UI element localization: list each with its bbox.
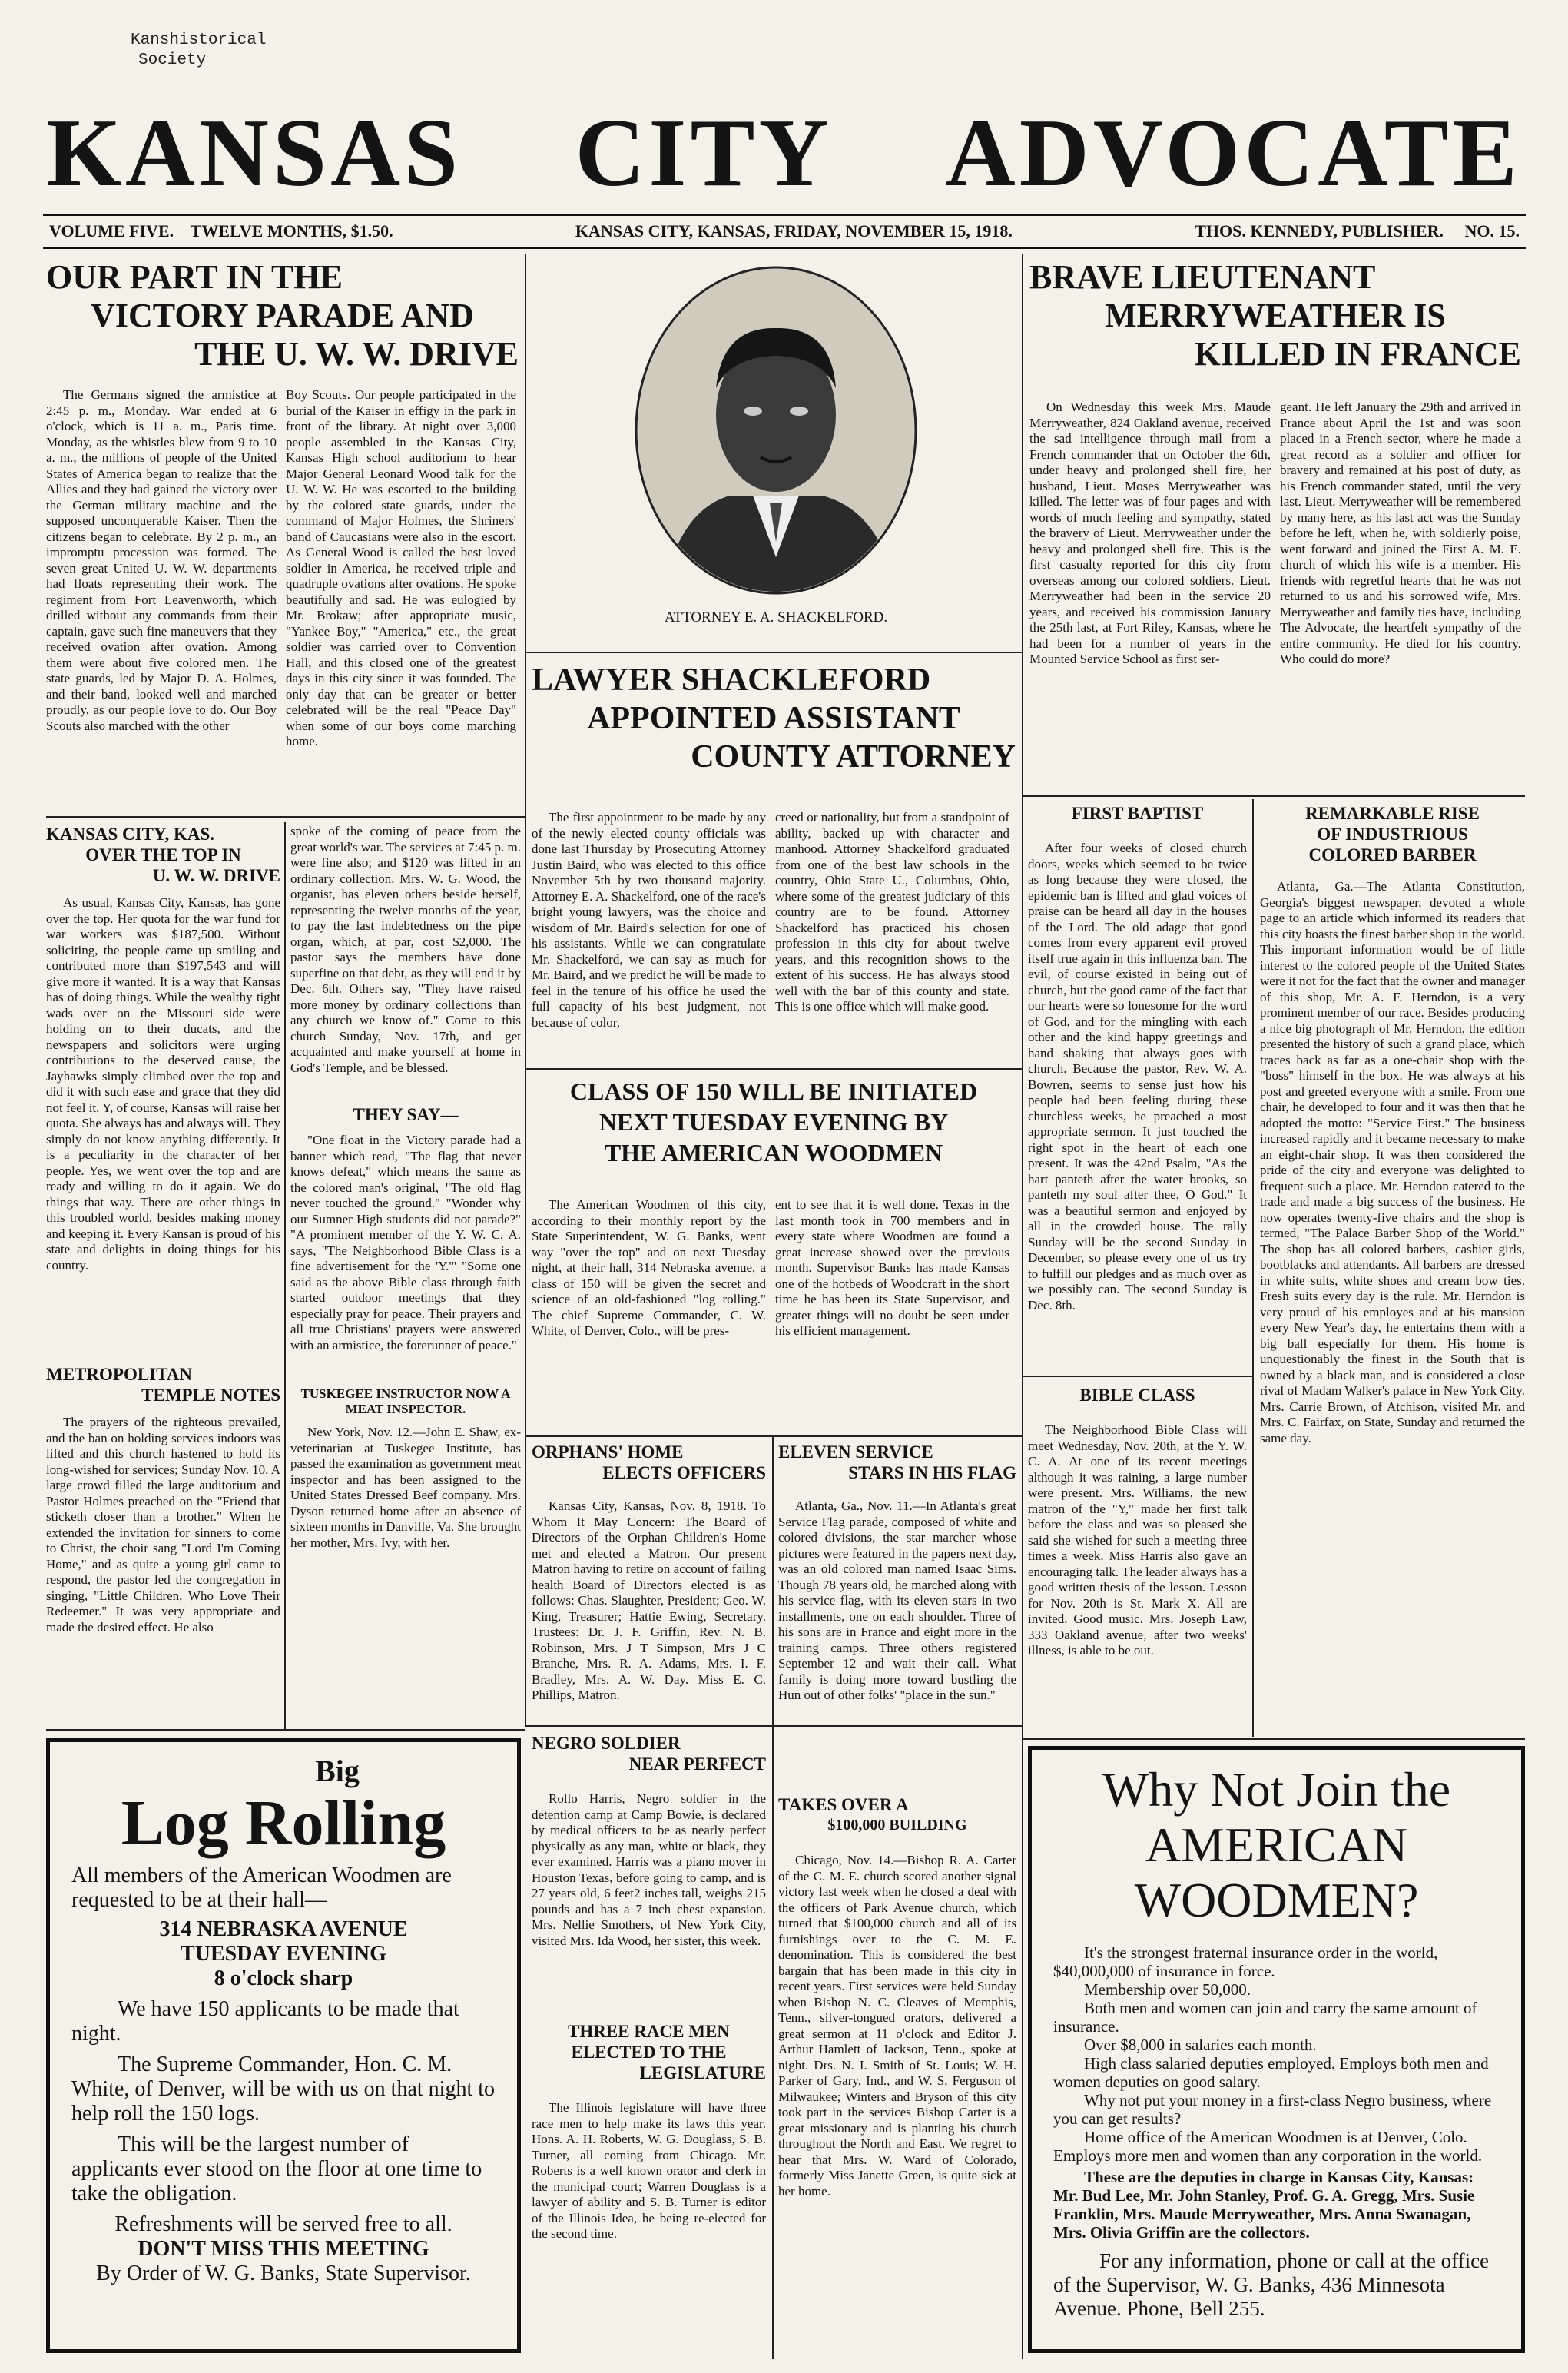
subscription-price: TWELVE MONTHS, $1.50. <box>190 221 393 241</box>
column-rule <box>284 822 286 1729</box>
article-body: The Germans signed the armistice at 2:45 p. m., Monday. War ended at 6 o'clock, which is 11 a. m., Paris time. Monday, as the whistles blew from 9 to 10 a. m., the millions of people of the United States of America began to realize that the Allies and they had gained the victory over the German military machine and the supposed unconquerable Kaiser. Then the citizens began to celebrate. By 2 p. m., an impromptu procession was formed. The seven great United U. W. W. departments had floats representing their work. The regiment from Fort Leavenworth, which drilled without any commands from their captain, gave such fine maneuvers that they received ovation after ovation. Among them were about five colored men. The state guards, led by Major D. A. Holmes, and their band, looked well and marched proudly, as our people love to do. Our Boy Scouts also marched with the other <box>46 387 277 733</box>
shackleford-article <box>532 661 1016 1044</box>
volume: VOLUME FIVE. <box>49 221 174 241</box>
historical-society-stamp <box>131 31 330 71</box>
publisher: THOS. KENNEDY, PUBLISHER. <box>1195 221 1444 241</box>
article-headline: THEY SAY— <box>353 1105 459 1124</box>
ad-headline: Why Not Join the AMERICAN WOODMEN? <box>1102 1762 1451 1927</box>
ad-title: Log Rolling <box>121 1787 446 1859</box>
article-headline: METROPOLITAN TEMPLE NOTES <box>46 1365 280 1405</box>
article-body: Rollo Harris, Negro soldier in the detention camp at Camp Bowie, is declared by medical officers to be as nearly perfect physically as any man, white or black, they ever examined. Harris was a piano mover in Houston Texas, before going to camp, and is 27 years old, 6 feet2 inches tall, weighs 215 pounds and has a 7 inch chest expansion. Mrs. Nellie Smothers, of New York City, visited Mrs. Ida Wood, her sister, this week. <box>532 1791 766 1948</box>
article-body: geant. He left January the 29th and arrived in France about April the 1st and was soon placed in a French sector, where he made a great record as a soldier and officer for bravery and remained at his post of duty, as his French commander stated, until the very last. Lieut. Merryweather will be remembered by many here, as his last act was the Sunday before he left, when he, with soldierly poise, went forward and joined the First A. M. E. church of which his wife is a member. His friends with regretful hearts that he was not returned to us and his sorrowed wife, Mrs. Merryweather and family ties have, including The Advocate, the heartfelt sympathy of the entire community. He died for his country. Who could do more? <box>1280 400 1521 666</box>
ad-line: Membership over 50,000. <box>1084 1980 1251 1999</box>
article-headline: KANSAS CITY, KAS. OVER THE TOP IN U. W. W. DRIVE <box>46 825 280 885</box>
article-headline: BIBLE CLASS <box>1079 1386 1195 1405</box>
article-headline: THREE RACE MEN ELECTED TO THE LEGISLATURE <box>568 2022 766 2083</box>
victory-parade-article <box>46 258 519 798</box>
article-body: The American Woodmen of this city, according to their monthly report by the State Superintendent, W. G. Banks, went way "over the top" and on next Tuesday night, at their hall, 314 Nebraska avenue, a class of 150 will be given the secret and science of an old-fashioned "log rolling." The chief Supreme Commander, C. W. White, of Denver, Colo., will be pres- <box>532 1197 766 1338</box>
ad-line: Both men and women can join and carry the same amount of insurance. <box>1053 1999 1477 2036</box>
article-body: creed or nationality, but from a standpoint of ability, backed up with character and manhood. Attorney Shackelford graduated from one of the best law schools in the country, Ohio State U., Columbus, Ohio, where some of the greatest judiciary of this country are to be found. Attorney Shackelford has practiced his chosen profession in this city for about twelve years, and this recognition shows to the extent of his success. He has always stood well with the bar of this county and state. This is one office which will make good. <box>775 810 1009 1014</box>
article-body: Boy Scouts. Our people participated in the burial of the Kaiser in effigy in the park in front of the library. At night over 3,000 people assembled in the Kansas City, Kansas High school auditorium to hear Major General Leonard Wood talk for the U. W. W. He was escorted to the building by the colored state guards, under the command of Major Holmes, the Shriners' band of Caucasians were also in the escort. As General Wood is called the best loved soldier in America, he received triple and quadruple ovations after ovations. He spoke beautifully and sad. He was eulogied by Mr. Brokaw; after appropriate music, "Yankee Boy," "America," etc., the great soldier was carried over to Convention Hall, and this closed one of the greatest days in this city since it was founded. The only day that can be greater or better celebrated will be the real "Peace Day" when some of our boys come marching home. <box>286 387 516 748</box>
article-body: "One float in the Victory parade had a banner which read, "The flag that never knows defeat," which means the same as the colored man's original, "The old flag never touched the ground." "Wonder why our Sumner High students did not parade?" "A prominent member of the Y. W. C. A. says, "The Neighborhood Bible Class is a fine advertisement for the 'Y.'" "Some one said as the above Bible class through faith started outdoor meetings that they especially pray for peace. Their prayers and all true Christians' prayers were answered with an armistice, the forerunner of peace." <box>290 1133 521 1352</box>
ad-text: The Supreme Commander, Hon. C. M. White, of Denver, will be with us on that night to help roll the 150 logs. <box>71 2053 496 2126</box>
section-rule <box>1022 795 1525 797</box>
issue-number: NO. 15. <box>1464 221 1520 241</box>
stamp-line: Kanshistorical <box>131 32 267 49</box>
article-body: The Illinois legislature will have three race men to help make its laws this year. Hons. A. H. Roberts, W. G. Douglass, S. B. Turner, all coming from Chicago. Mr. Roberts is a well known orator and clerk in the municipal court; Warren Douglass is a lawyer of ability and S. B. Turner is editor of the Illinois Idea, he being re-elected for the second time. <box>532 2100 766 2241</box>
bible-class-article <box>1028 1382 1247 1730</box>
article-headline: NEGRO SOLDIER NEAR PERFECT <box>532 1734 766 1774</box>
ad-order: By Order of W. G. Banks, State Supervisor. <box>96 2262 471 2285</box>
section-rule <box>525 1435 1022 1437</box>
article-headline: LAWYER SHACKLEFORD APPOINTED ASSISTANT COUNTY ATTORNEY <box>532 662 1016 775</box>
ad-line: Over $8,000 in salaries each month. <box>1084 2036 1317 2054</box>
article-headline: TUSKEGEE INSTRUCTOR NOW A MEAT INSPECTOR. <box>300 1386 511 1416</box>
article-headline: FIRST BAPTIST <box>1071 804 1204 823</box>
ad-miss: DON'T MISS THIS MEETING <box>138 2237 429 2261</box>
portrait-image <box>630 265 922 603</box>
stamp-line: Society <box>138 51 207 69</box>
article-body: New York, Nov. 12.—John E. Shaw, ex-veterinarian at Tuskegee Institute, has passed the examination as government meat inspector and has been assigned to the United States Dressed Beef company. Mrs. Dyson returned home after an absence of sixteen months in Danville, Va. She brought her mother, Mrs. Ivy, with her. <box>290 1425 521 1550</box>
ad-text: Refreshments will be served free to all. <box>114 2212 452 2236</box>
article-body: The Neighborhood Bible Class will meet Wednesday, Nov. 20th, at the Y. W. C. A. At one of its recent meetings although it was raining, a large number were present. Mrs. Williams, the new matron of the "Y," made her first talk before the class and was so pleased she said she wished for such a meeting three times a week. Miss Harris also gave an encouraging talk. The leader always has a good written thesis of the lesson. Lesson for Nov. 20th is St. Mark X. All are invited. Good music. Mrs. Joseph Law, 333 Oakland avenue, after two weeks' illness, is able to be out. <box>1028 1422 1247 1658</box>
article-headline: OUR PART IN THE VICTORY PARADE AND THE U. W. W. DRIVE <box>46 258 519 373</box>
section-rule <box>1022 1376 1252 1377</box>
takes-over-article <box>778 1794 1016 2360</box>
ad-address: 314 NEBRASKA AVENUE <box>159 1917 408 1941</box>
article-body: The prayers of the righteous prevailed, and the ban on holding services indoors was lifted and this church hastened to hold its long-wished for services; Sunday Nov. 10. A large crowd filled the large auditorium and Pastor Holmes preached on the "Friend that sticketh closer than a brother." When he extended the invitation for sinners to come to Christ, the choir sang "Lord I'm Coming Home," and as quite a young girl came to respond, the pastor led the congregation in singing, "Little Children, Who Love Their Redeemer." It was very appropriate and made the desired effect. He also <box>46 1415 280 1635</box>
article-body: The first appointment to be made by any of the newly elected county officials was done last Thursday by Prosecuting Attorney Justin Baird, who was elected to this office November 5th by two thousand majority. Attorney E. A. Shackelford, one of the race's bright young lawyers, was the choice and wisdom of Mr. Baird's selection for one of his assistants. While we can congratulate Mr. Shackelford, we can say as much for Mr. Baird, and we predict he will be made to feel in the tenure of his office he used the full capacity of his best judgment, not because of color, <box>532 810 766 1030</box>
section-rule <box>46 816 525 818</box>
article-body: Kansas City, Kansas, Nov. 8, 1918. To Whom It May Concern: The Board of Directors of the Orphan Children's Home met and elected a Matron. Our present Matron having to retire on account of failing health Board of Directors elected is as follows: Chas. Slaughter, President; Geo. W. King, Treasurer; Hattie Ewing, Secretary. Trustees: Dr. J. F. Griffin, Rev. N. B. Robinson, Mrs. J T Simpson, Mrs J C Branche, Mrs. R. A. Adams, Mrs. I. F. Bradley, Mrs. A. W. Day. Miss E. C. Phillips, Matron. <box>532 1498 766 1702</box>
ad-closing: For any information, phone or call at the office of the Supervisor, W. G. Banks, 436 Minnesota Avenue. Phone, Bell 255. <box>1053 2249 1490 2320</box>
log-rolling-ad <box>46 1738 521 2353</box>
masthead <box>46 100 1521 207</box>
ad-line: Why not put your money in a first-class Negro business, where you can get results? <box>1053 2091 1492 2128</box>
article-body: Chicago, Nov. 14.—Bishop R. A. Carter of the C. M. E. church scored another signal victory last week when he closed a deal with the officers of Park Avenue church, which turned that $100,000 church and all of its furnishings over to the C. M. E. denomination. This is considered the best bargain that has been made in this city in recent years. First services were held Sunday when Bishop N. C. Cleaves of Memphis, Tenn., silver-tongued orators, delivered a great sermon at 11 o'clock and Editor J. Arthur Hamlett of Jackson, Tenn., spoke at night. Drs. N. I. Smith of St. Louis; W. H. Parker of Gary, Ind., and W. S, Ferguson of Milwaukee; Winters and Bryson of this city took part in the services Bishop Carter is a great missionary and is planting his church throughout the North and East. We regret to hear that Mrs. W. Ward of Colorado, formerly Miss Janette Green, is quite sick at her home. <box>778 1853 1016 2199</box>
column-rule <box>772 1437 774 1721</box>
article-headline: ELEVEN SERVICE STARS IN HIS FLAG <box>778 1442 1016 1482</box>
ad-line: Home office of the American Woodmen is at Denver, Colo. Employs more men and women than any corporation in the world. <box>1053 2128 1483 2165</box>
negro-soldier-article <box>532 1733 766 2014</box>
article-headline: BRAVE LIEUTENANT MERRYWEATHER IS KILLED IN FRANCE <box>1029 258 1521 373</box>
barber-article <box>1260 803 1525 1732</box>
column-rule <box>525 254 526 1725</box>
section-rule <box>525 1068 1022 1070</box>
ad-text: All members of the American Woodmen are requested to be at their hall— <box>71 1864 452 1912</box>
masthead-word: ADVOCATE <box>945 100 1521 207</box>
article-headline: TAKES OVER A $100,000 BUILDING <box>778 1795 967 1834</box>
class-of-150-article <box>532 1076 1016 1389</box>
article-headline: REMARKABLE RISE OF INDUSTRIOUS COLORED BARBER <box>1305 804 1480 865</box>
ad-big: Big <box>315 1754 360 1788</box>
dateline <box>43 214 1526 249</box>
ad-evening: TUESDAY EVENING <box>181 1942 386 1966</box>
place-date: KANSAS CITY, KANSAS, FRIDAY, NOVEMBER 15, 1918. <box>575 221 1013 241</box>
article-body: After four weeks of closed church doors, weeks which seemed to be twice as long because they were closed, the epidemic ban is lifted and glad voices of praise can be heard all day in the houses of the Lord. The old adage that good comes from every apparent evil proved itself true again in this influenza ban. The evil, of course existed in being out of church, but the good came of the fact that our hearts were so lonesome for the word of God, and for the mingling with each other and the kind happy greetings and hand shaking that always goes with church. Because the pastor, Rev. W. A. Bowren, seems to sense just how his people had been feeling during these churchless weeks, he preached a most appropriate sermon. It just touched the right spot in the heart of each one present. It was the 42nd Psalm, "As the hart panteth after the water brooks, so panteth my soul after thee, O God." It was a beautiful sermon and enjoyed by all in the crowded house. The rally Sunday will be the second Sunday in December, so please every one of us try to fulfill our pledges and as much over as we possibly can. The second Sunday is Dec. 8th. <box>1028 841 1247 1313</box>
article-body: As usual, Kansas City, Kansas, has gone over the top. Her quota for the war fund for war workers was $187,500. Without soliciting, the people came up smiling and contributed more than $197,543 and will give more if wanted. It is a way that Kansas has of doing things. While the wealthy tight wads over on the Missouri side were holding on to their ducats, and the newspapers and solicitors were urging contributions to the deserved cause, the Jayhawks simply climbed over the top and did it with such ease and grace that they did not feel it. Y, of course, Kansas will raise her quota. She always has and always will. They simply do not know anything differently. It is a peculiarity in the character of her people. Yes, we went over the top and are ready and willing to do it again. We do things that way. There are other things in this troubled world, besides making money and keeping it. Every Kansan is proud of his state and delights in doing things for his country. <box>46 895 280 1273</box>
orphans-home-article <box>532 1442 766 1721</box>
why-join-ad <box>1028 1746 1525 2353</box>
ad-line: High class salaried deputies employed. Employs both men and women deputies on good salary. <box>1053 2054 1489 2091</box>
article-body: ent to see that it is well done. Texas in the last month took in 700 members and in every state where Woodmen are found a great increase showed over the previous month. Supervisor Banks has made Kansas one of the hotbeds of Woodcraft in the short time he has been its State Supervisor, and greater things will no doubt be seen under his efficient management. <box>775 1197 1009 1338</box>
column-rule <box>1022 254 1023 2359</box>
section-rule <box>525 652 1022 653</box>
section-rule <box>525 1725 1022 1727</box>
article-body: Atlanta, Ga., Nov. 11.—In Atlanta's great Service Flag parade, composed of white and colored divisions, the star marcher whose pictures were featured in the papers next day, was an old colored man named Isaac Sims. Though 78 years old, he marched along with his service flag, with its eleven stars in two installments, one on each shoulder. Three of his sons are in France and eight more in the training camps. Three others registered September 12 and wait their call. What family is doing more toward bustling the Hun out of other folks' "place in the sun." <box>778 1498 1016 1702</box>
section-rule <box>46 1729 525 1731</box>
ad-text: This will be the largest number of applicants ever stood on the floor at one time to take the obligation. <box>71 2132 482 2205</box>
over-the-top-article <box>46 824 280 1364</box>
middle-left-column <box>290 824 521 1598</box>
portrait-section <box>530 265 1022 642</box>
three-race-men-article <box>532 2021 766 2331</box>
portrait-caption: ATTORNEY E. A. SHACKELFORD. <box>664 609 888 626</box>
masthead-word: CITY <box>575 100 833 207</box>
ad-deputies: These are the deputies in charge in Kansas City, Kansas: Mr. Bud Lee, Mr. John Stanley, Prof. G. A. Gregg, Mrs. Susie Franklin, Mrs. Maude Merryweather, Mrs. Anna Swanagan, Mrs. Olivia Griffin are the collectors. <box>1053 2168 1475 2242</box>
first-baptist-article <box>1028 803 1247 1371</box>
ad-body <box>1053 1943 1500 2321</box>
article-body: On Wednesday this week Mrs. Maude Merryweather, 824 Oakland avenue, received the sad intelligence through mail from a French commander that on October the 6th, under heavy and prolonged shell fire, her husband, Lieut. Moses Merryweather was killed. The letter was of four pages and with words of much feeling and sympathy, stated the bravery of Lieut. Merryweather under the heavy and prolonged shell fire. This is the first casualty reported for this city from overseas among our colored soldiers. Lieut. Merryweather had been in the service 20 years, and received his commission January the 25th last, at Fort Riley, Kansas, where he had been for a number of years in the Mounted Service School as first ser- <box>1029 400 1271 666</box>
ad-text: We have 150 applicants to be made that night. <box>71 1997 459 2046</box>
article-headline: CLASS OF 150 WILL BE INITIATED NEXT TUESDAY EVENING BY THE AMERICAN WOODMEN <box>569 1077 978 1167</box>
article-body: spoke of the coming of peace from the great world's war. The services at 7:45 p. m. were fine also; and $120 was lifted in an ordinary collection. Mrs. W. G. Wood, the organist, has eleven others beside herself, representing the twelve months of the year, to pay the last indebtedness on the pipe organ, which, at par, cost $2,000. The pastor says the members have done superfine on that debt, as they will end it by Dec. 6th. Others say, "They have raised more money by ordinary collections than any church we know of." Come to this church Sunday, Nov. 17th, and get acquainted and make yourself at home in God's Temple, and be blessed. <box>290 824 521 1075</box>
ad-time: 8 o'clock sharp <box>214 1966 353 1990</box>
merryweather-article <box>1029 258 1521 761</box>
section-rule <box>1022 1738 1525 1740</box>
article-headline: ORPHANS' HOME ELECTS OFFICERS <box>532 1442 766 1482</box>
article-body: Atlanta, Ga.—The Atlanta Constitution, Georgia's biggest newspaper, devoted a whole page to an article which informed its readers that this city boasts the finest barber shop in the world. This important information would be of little interest to the colored people of the United States were it not for the fact that the owner and manager of this shop, Mr. A. F. Herndon, is a very prominent member of our race. Besides producing a nice big photograph of Mr. Herndon, the edition presented the history of such a grand place, which traces back as far as a one-chair shop with the "boss" himself in the box. He was always at his post and greeted everyone with a smile. From one chair, he developed to four and it was then that he adopted the motto: "Service First." The business increased rapidly and it became necessary to make an eight-chair shop. It was then considered the pride of the city and everyone was delighted to frequent such a place. Mr. Herndon catered to the trade and made a big success of the business. He now operates twenty-five chairs and the shop is termed, "The Palace Barber Shop of the World." The shop has all colored barbers, cashier girls, bootblacks and attendants. All barbers are dressed in white suits, white shoes and cream bow ties. Fresh suits every day is the rule. Mr. Herndon is very proud of his employes and at his mansion every New Year's day, he entertains them with a big ball especially for them. His home is unquestionably the finest in the South that is owned by a black man, and is considered a close rival of Madam Walker's palace in New York City. Mrs. Carrie Brown, of Atchison, visited Mr. and Mrs. C. Fairfax, on State, Sunday and returned the same day. <box>1260 879 1525 1445</box>
column-rule <box>1252 799 1254 1737</box>
eleven-stars-article <box>778 1442 1016 1721</box>
ad-line: It's the strongest fraternal insurance order in the world, $40,000,000 of insurance in force. <box>1053 1943 1438 1980</box>
masthead-word: KANSAS <box>46 100 462 207</box>
metropolitan-article <box>46 1364 280 1722</box>
